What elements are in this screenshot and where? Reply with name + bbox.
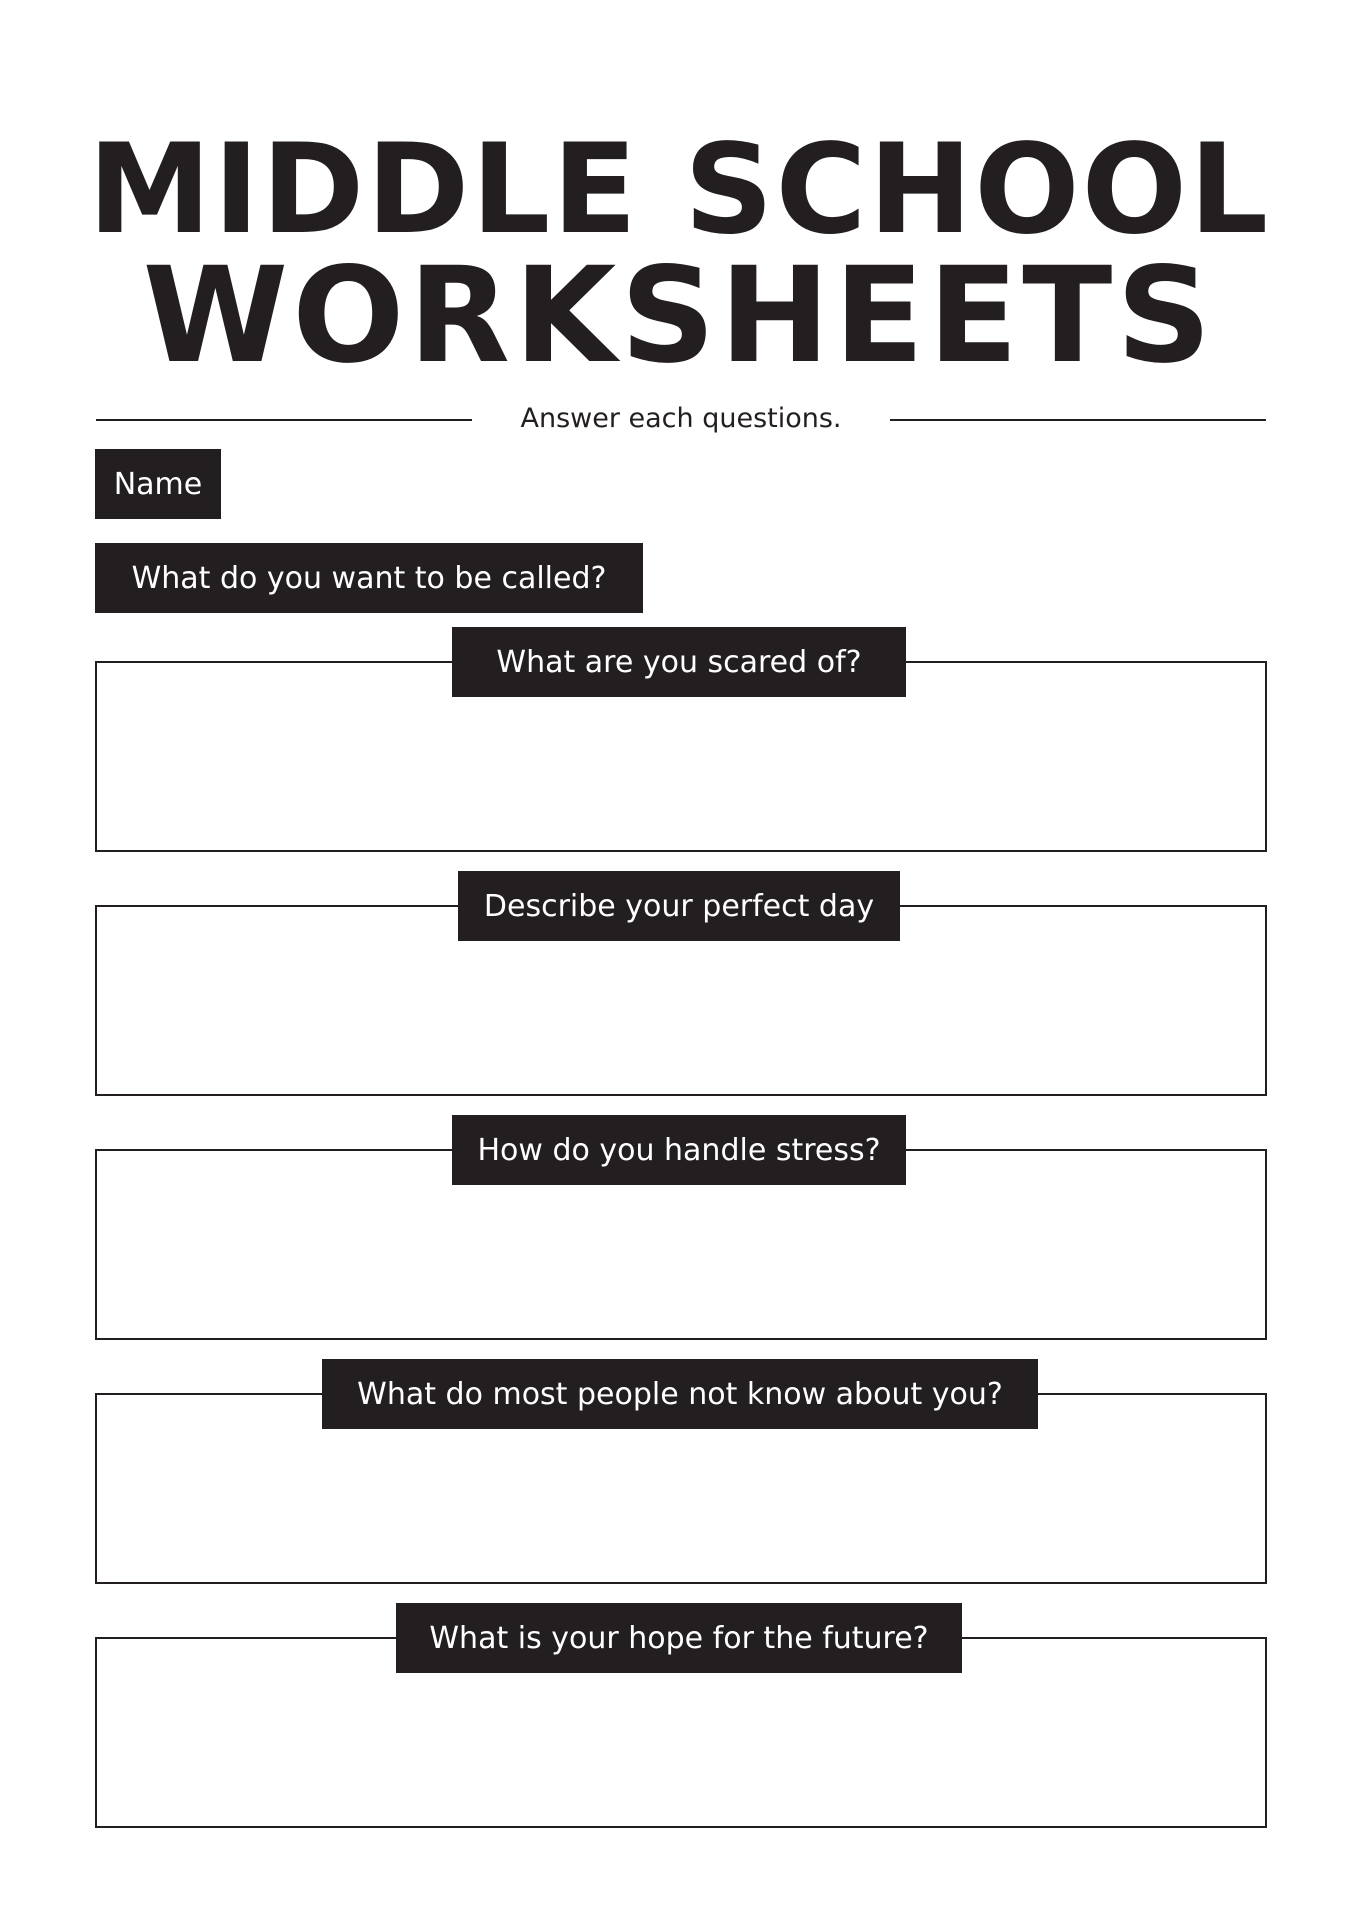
question-label-not-known: What do most people not know about you? [322, 1359, 1038, 1429]
question-label-stress: How do you handle stress? [452, 1115, 906, 1185]
worksheet-title-line1: MIDDLE SCHOOL [87, 118, 1271, 262]
divider-right [890, 419, 1266, 421]
instructions-text: Answer each questions. [520, 403, 842, 434]
worksheet-title-line2: WORKSHEETS [142, 239, 1216, 393]
name-label: Name [95, 449, 221, 519]
question-label-perfect-day: Describe your perfect day [458, 871, 900, 941]
called-label: What do you want to be called? [95, 543, 643, 613]
divider-left [96, 419, 472, 421]
question-label-hope: What is your hope for the future? [396, 1603, 962, 1673]
question-label-scared: What are you scared of? [452, 627, 906, 697]
